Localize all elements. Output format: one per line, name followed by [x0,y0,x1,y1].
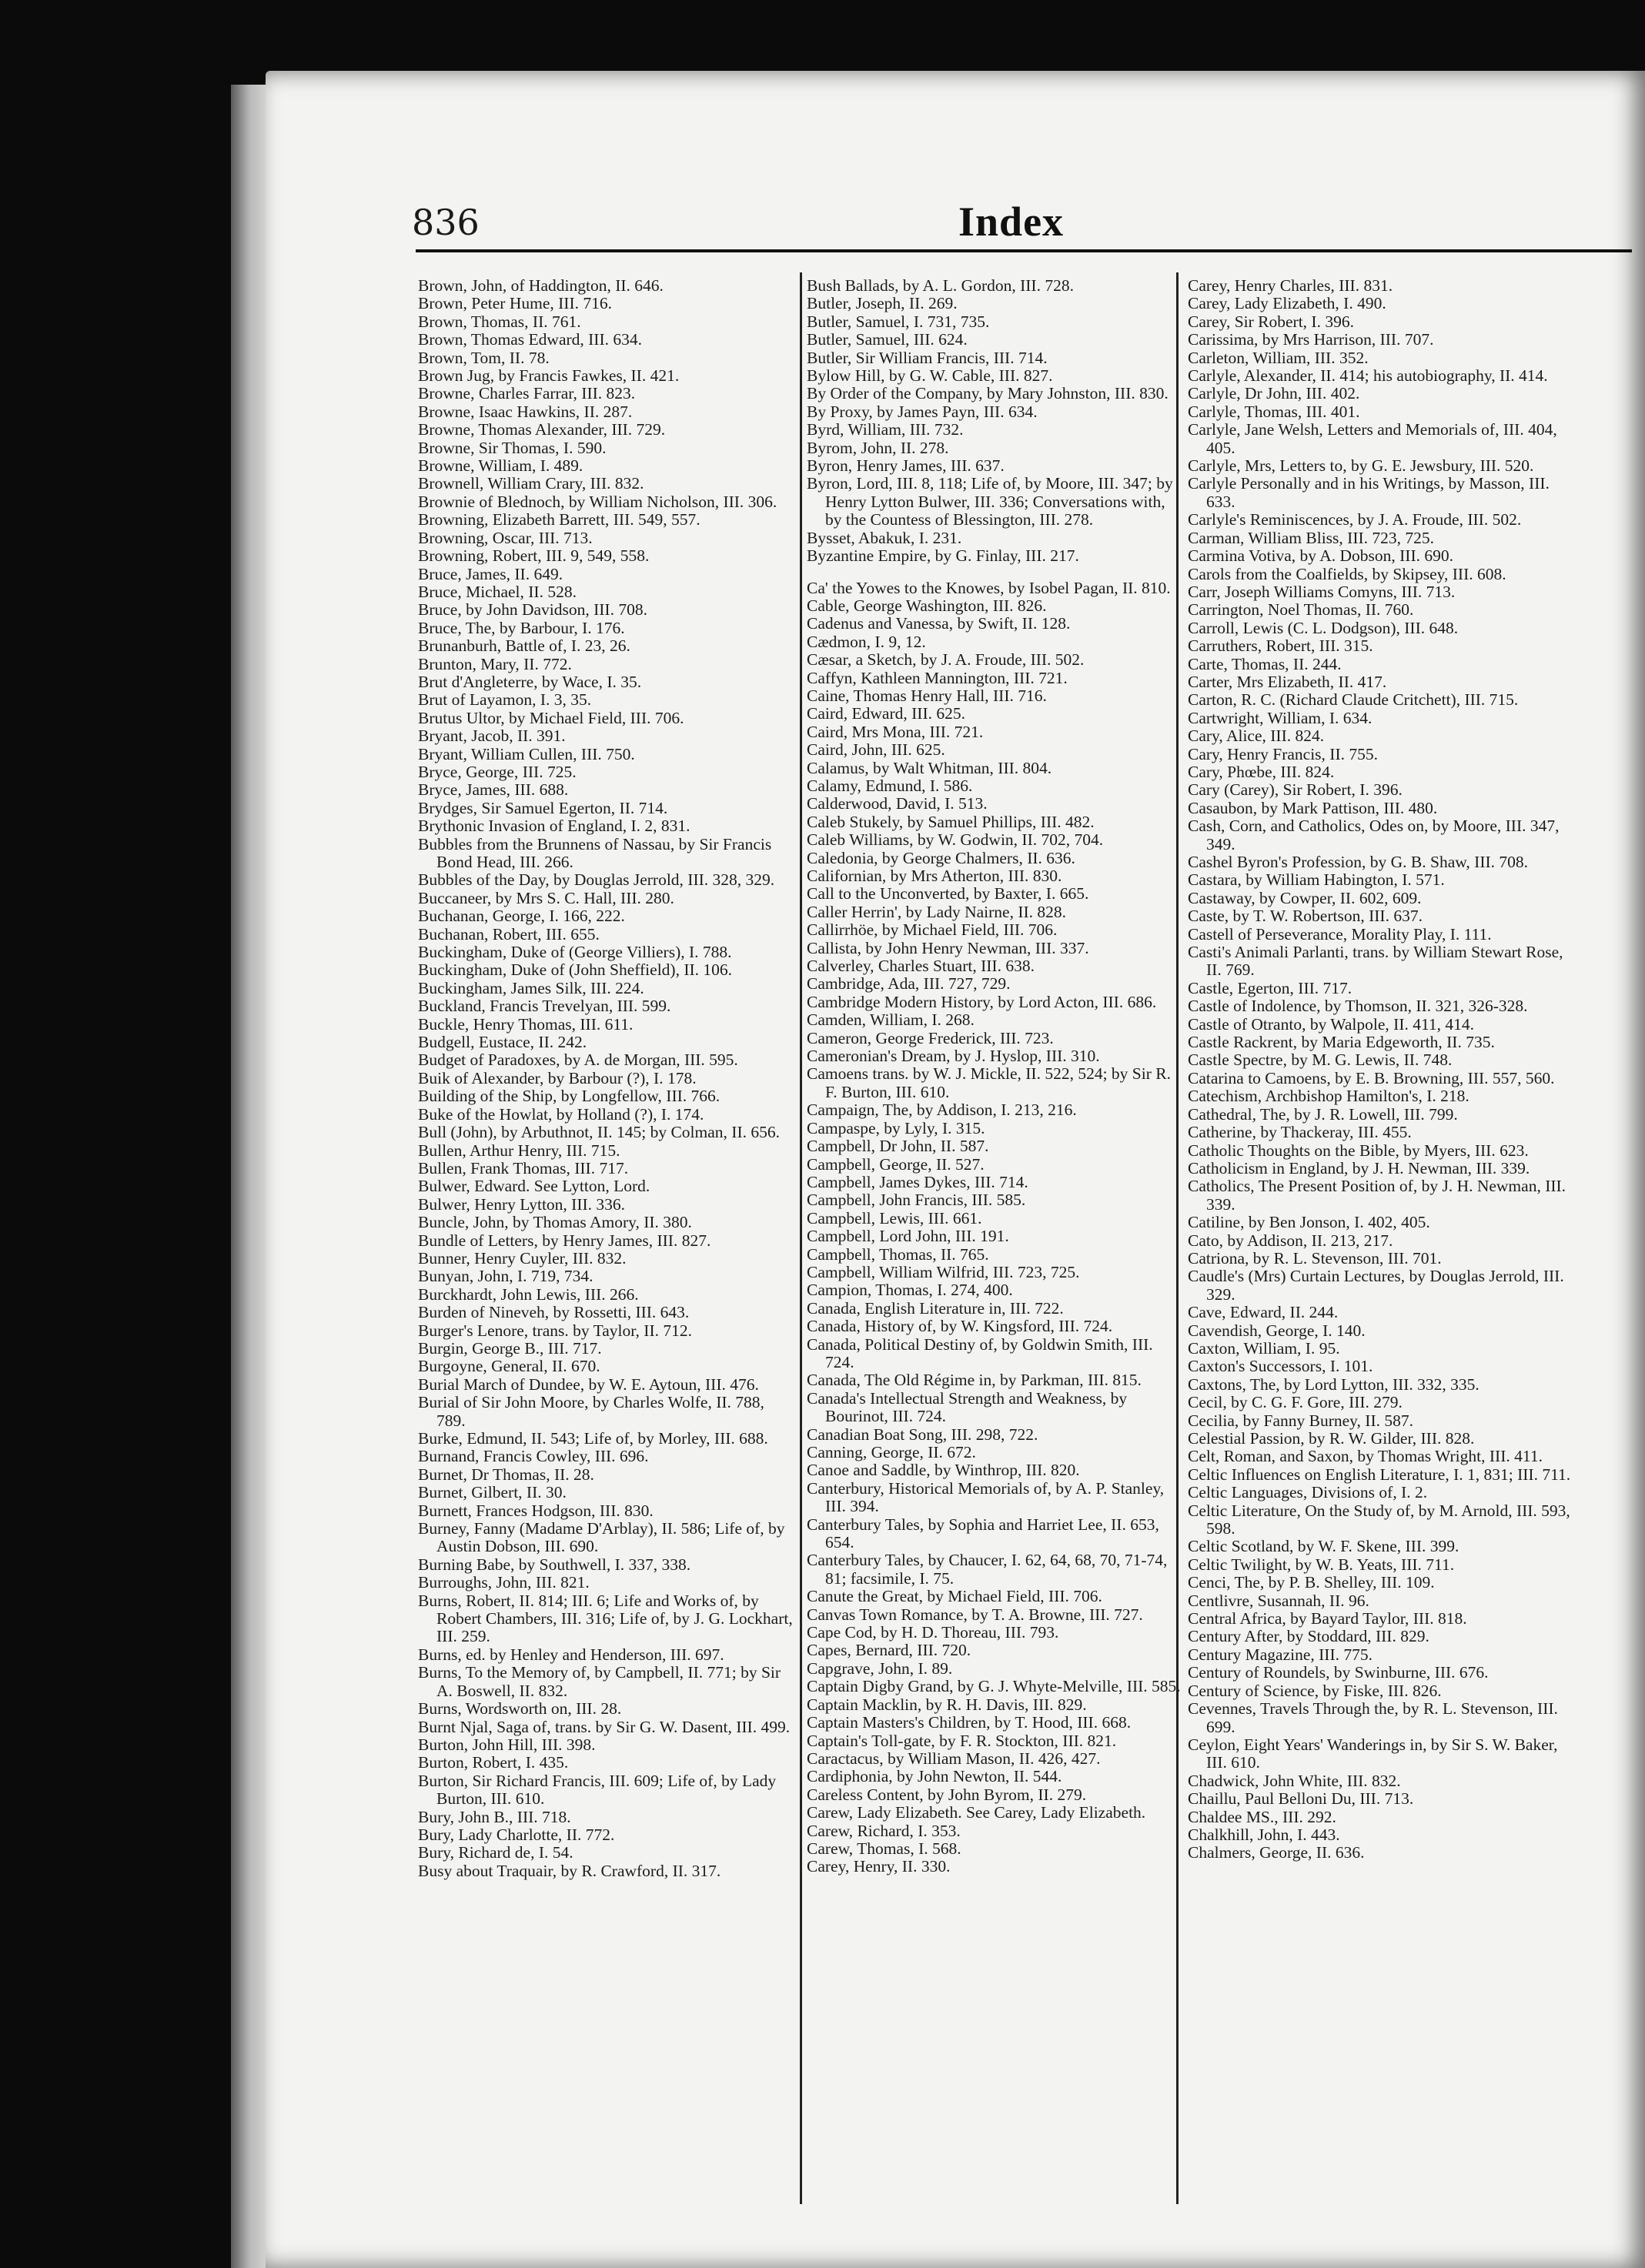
index-entry: Burial March of Dundee, by W. E. Aytoun, III. 476. [418,1374,759,1394]
index-entry: Celtic Twilight, by W. B. Yeats, III. 711. [1188,1555,1455,1574]
index-entry: Bysset, Abakuk, I. 231. [807,528,962,547]
index-entry: Campbell, William Wilfrid, III. 723, 725. [807,1262,1080,1281]
index-entry: Castaway, by Cowper, II. 602, 609. [1188,888,1422,907]
index-entry: Cary, Alice, III. 824. [1188,726,1325,746]
index-entry: Cædmon, I. 9, 12. [807,632,926,651]
index-entry: Carman, William Bliss, III. 723, 725. [1188,528,1435,547]
index-entry: Celtic Literature, On the Study of, by M. Arnold, III. 593, 598. [1188,1501,1570,1538]
index-entry: Castle, Egerton, III. 717. [1188,978,1352,997]
section-gap [807,566,1184,580]
index-entry: Carey, Sir Robert, I. 396. [1188,312,1354,331]
index-entry: Bunyan, John, I. 719, 734. [418,1267,593,1286]
index-entry: Central Africa, by Bayard Taylor, III. 818. [1188,1609,1467,1628]
index-entry: Cary, Henry Francis, II. 755. [1188,744,1378,763]
index-entry: Campbell, George, II. 527. [807,1154,985,1174]
index-entry: Canada, Political Destiny of, by Goldwin Smith, III. 724. [807,1334,1153,1371]
index-entry: Burney, Fanny (Madame D'Arblay), II. 586; Life of, by Austin Dobson, III. 690. [418,1519,785,1556]
index-entry: Campaign, The, by Addison, I. 213, 216. [807,1101,1077,1120]
index-entry: Calderwood, David, I. 513. [807,794,988,813]
index-entry: Callista, by John Henry Newman, III. 337. [807,938,1089,957]
index-entry: Canada, The Old Régime in, by Parkman, III. 815. [807,1371,1142,1390]
index-entry: Campbell, John Francis, III. 585. [807,1191,1026,1210]
index-entry: Byron, Lord, III. 8, 118; Life of, by Moore, III. 347; by Henry Lytton Bulwer, III. 336; Conversations with, by the Countess of Blessington, III. 278. [807,474,1173,529]
index-entry: Burial of Sir John Moore, by Charles Wolfe, II. 788, 789. [418,1393,764,1430]
index-entry: Budgell, Eustace, II. 242. [418,1033,587,1052]
index-entry: Brown, Thomas Edward, III. 634. [418,330,642,349]
index-entry: Burnet, Gilbert, II. 30. [418,1483,567,1502]
index-entry: Cameron, George Frederick, III. 723. [807,1028,1054,1047]
index-entry: Canada, History of, by W. Kingsford, III. 724. [807,1317,1113,1336]
index-entry: Callirrhöe, by Michael Field, III. 706. [807,920,1058,940]
index-entry: Caudle's (Mrs) Curtain Lectures, by Douglas Jerrold, III. 329. [1188,1267,1564,1304]
index-entry: Carey, Lady Elizabeth, I. 490. [1188,294,1386,313]
index-entry: Byzantine Empire, by G. Finlay, III. 217. [807,546,1079,566]
index-entry: Browne, William, I. 489. [418,456,583,476]
index-entry: Calamus, by Walt Whitman, III. 804. [807,758,1052,777]
index-entry: Buke of the Howlat, by Holland (?), I. 174. [418,1104,704,1124]
index-entry: Bullen, Frank Thomas, III. 717. [418,1158,629,1177]
index-entry: Caleb Williams, by W. Godwin, II. 702, 704. [807,830,1104,850]
index-entry: Burns, ed. by Henley and Henderson, III. 697. [418,1645,724,1664]
index-entry: Butler, Sir William Francis, III. 714. [807,348,1048,367]
index-entry: Capes, Bernard, III. 720. [807,1641,971,1660]
index-entry: Catiline, by Ben Jonson, I. 402, 405. [1188,1213,1430,1232]
index-entry: Burnt Njal, Saga of, trans. by Sir G. W. Dasent, III. 499. [418,1717,791,1736]
index-entry: Canning, George, II. 672. [807,1443,976,1461]
index-entry: Bubbles of the Day, by Douglas Jerrold, III. 328, 329. [418,870,775,890]
index-entry: Buccaneer, by Mrs S. C. Hall, III. 280. [418,888,674,907]
index-entry: Campbell, Lord John, III. 191. [807,1227,1009,1246]
index-entry: Canada's Intellectual Strength and Weakness, by Bourinot, III. 724. [807,1388,1128,1426]
index-entry: Carey, Henry Charles, III. 831. [1188,276,1393,295]
index-entry: Catholics, The Present Position of, by J. H. Newman, III. 339. [1188,1177,1566,1214]
index-entry: Caxton's Successors, I. 101. [1188,1357,1373,1376]
index-entry: Carew, Thomas, I. 568. [807,1839,961,1858]
index-entry: Burns, To the Memory of, by Campbell, II. 771; by Sir A. Boswell, II. 832. [418,1663,781,1700]
index-entry: Caleb Stukely, by Samuel Phillips, III. 482. [807,812,1095,831]
index-entry: Brythonic Invasion of England, I. 2, 831. [418,817,690,836]
index-entry: Butler, Samuel, III. 624. [807,330,968,349]
index-entry: Burden of Nineveh, by Rossetti, III. 643. [418,1303,690,1322]
index-entry: Burroughs, John, III. 821. [418,1573,590,1592]
index-entry: Carmina Votiva, by A. Dobson, III. 690. [1188,546,1453,566]
index-entry: Burnet, Dr Thomas, II. 28. [418,1465,594,1484]
index-entry: Bylow Hill, by G. W. Cable, III. 827. [807,366,1053,386]
index-entry: Carr, Joseph Williams Comyns, III. 713. [1188,582,1456,601]
index-entry: Buckle, Henry Thomas, III. 611. [418,1014,634,1034]
index-entry: Cecil, by C. G. F. Gore, III. 279. [1188,1393,1403,1412]
header-rule [416,249,1632,252]
index-entry: Brydges, Sir Samuel Egerton, II. 714. [418,798,668,817]
index-entry: Butler, Samuel, I. 731, 735. [807,312,990,331]
index-entry: Caird, Edward, III. 625. [807,704,965,723]
index-entry: Centlivre, Susannah, II. 96. [1188,1591,1369,1610]
index-entry: Cevennes, Travels Through the, by R. L. Stevenson, III. 699. [1188,1699,1558,1736]
index-entry: Californian, by Mrs Atherton, III. 830. [807,867,1062,885]
index-entry: Carlyle Personally and in his Writings, by Masson, III. 633. [1188,474,1550,511]
index-column-1 [418,277,795,1880]
index-entry: Cambridge, Ada, III. 727, 729. [807,974,1011,994]
index-entry: Castell of Perseverance, Morality Play, I. 111. [1188,924,1492,944]
index-entry: Celtic Scotland, by W. F. Skene, III. 399. [1188,1537,1459,1556]
index-entry: Carrington, Noel Thomas, II. 760. [1188,600,1414,620]
index-entry: Canoe and Saddle, by Winthrop, III. 820. [807,1461,1080,1480]
index-entry: Bryant, Jacob, II. 391. [418,726,566,746]
index-entry: Cavendish, George, I. 140. [1188,1321,1366,1340]
index-entry: Buckingham, Duke of (George Villiers), I. 788. [418,943,732,962]
index-entry: Busy about Traquair, by R. Crawford, II. 317. [418,1861,721,1880]
index-page [266,71,1645,2268]
index-entry: Calverley, Charles Stuart, III. 638. [807,957,1035,976]
index-column-3 [1188,277,1573,1862]
index-entry: Caine, Thomas Henry Hall, III. 716. [807,686,1047,705]
index-entry: Bruce, James, II. 649. [418,564,563,583]
index-entry: Cambridge Modern History, by Lord Acton, III. 686. [807,992,1157,1011]
index-entry: Bulwer, Henry Lytton, III. 336. [418,1194,626,1214]
index-entry: Bryant, William Cullen, III. 750. [418,744,635,763]
index-entry: Calamy, Edmund, I. 586. [807,776,973,795]
index-entry: Butler, Joseph, II. 269. [807,294,958,313]
index-entry: Carte, Thomas, II. 244. [1188,654,1342,673]
index-entry: Cenci, The, by P. B. Shelley, III. 109. [1188,1573,1435,1592]
index-entry: Bury, Richard de, I. 54. [418,1843,573,1862]
index-entry: Burning Babe, by Southwell, I. 337, 338. [418,1555,691,1574]
index-entry: Castle of Otranto, by Walpole, II. 411, 414. [1188,1014,1475,1034]
index-entry: Carleton, William, III. 352. [1188,348,1369,367]
index-entry: Chadwick, John White, III. 832. [1188,1771,1401,1790]
index-entry: Bury, Lady Charlotte, II. 772. [418,1825,615,1844]
index-entry: Carter, Mrs Elizabeth, II. 417. [1188,672,1387,691]
index-entry: Carton, R. C. (Richard Claude Critchett), III. 715. [1188,690,1519,710]
index-entry: Byron, Henry James, III. 637. [807,456,1005,476]
index-entry: Bury, John B., III. 718. [418,1807,571,1826]
index-entry: Carew, Richard, I. 353. [807,1821,961,1840]
index-entry: Brunton, Mary, II. 772. [418,654,572,673]
index-entry: Castle Rackrent, by Maria Edgeworth, II. 735. [1188,1033,1495,1052]
index-entry: Canadian Boat Song, III. 298, 722. [807,1425,1038,1444]
index-entry: Buckland, Francis Trevelyan, III. 599. [418,997,671,1016]
index-entry: Ceylon, Eight Years' Wanderings in, by Sir S. W. Baker, III. 610. [1188,1735,1558,1772]
index-entry: Celtic Influences on English Literature, I. 1, 831; III. 711. [1188,1465,1571,1484]
index-entry: Campaspe, by Lyly, I. 315. [807,1118,985,1137]
index-entry: Chaillu, Paul Belloni Du, III. 713. [1188,1789,1414,1809]
index-entry: Catarina to Camoens, by E. B. Browning, III. 557, 560. [1188,1068,1555,1087]
index-entry: Brown Jug, by Francis Fawkes, II. 421. [418,366,680,386]
index-entry: Catholic Thoughts on the Bible, by Myers, III. 623. [1188,1141,1529,1160]
index-entry: Canterbury Tales, by Sophia and Harriet Lee, II. 653, 654. [807,1515,1159,1552]
index-entry: Burns, Wordsworth on, III. 28. [418,1699,622,1719]
index-entry: Bubbles from the Brunnens of Nassau, by Sir Francis Bond Head, III. 266. [418,834,772,871]
index-entry: Carruthers, Robert, III. 315. [1188,636,1373,656]
index-entry: Campbell, James Dykes, III. 714. [807,1172,1028,1191]
index-entry: Carissima, by Mrs Harrison, III. 707. [1188,330,1434,349]
index-entry: Captain Macklin, by R. H. Davis, III. 829. [807,1695,1087,1714]
index-entry: Casaubon, by Mark Pattison, III. 480. [1188,798,1438,817]
index-entry: Celtic Languages, Divisions of, I. 2. [1188,1483,1428,1502]
index-entry: Campion, Thomas, I. 274, 400. [807,1281,1013,1300]
index-entry: Building of the Ship, by Longfellow, III. 766. [418,1087,721,1106]
index-entry: Carlyle, Alexander, II. 414; his autobiography, II. 414. [1188,366,1548,386]
index-entry: Brut d'Angleterre, by Wace, I. 35. [418,672,642,691]
index-entry: Capgrave, John, I. 89. [807,1658,953,1678]
index-entry: Bullen, Arthur Henry, III. 715. [418,1141,620,1160]
index-entry: Cardiphonia, by John Newton, II. 544. [807,1767,1062,1786]
index-entry: Canterbury Tales, by Chaucer, I. 62, 64, 68, 70, 71-74, 81; facsimile, I. 75. [807,1551,1168,1588]
index-entry: Cartwright, William, I. 634. [1188,708,1373,727]
index-entry: Castle Spectre, by M. G. Lewis, II. 748. [1188,1050,1453,1070]
page-number: 836 [412,202,480,243]
index-entry: Chalmers, George, II. 636. [1188,1843,1365,1862]
index-entry: Burton, Robert, I. 435. [418,1753,569,1772]
index-entry: Buncle, John, by Thomas Amory, II. 380. [418,1213,692,1232]
index-entry: Cecilia, by Fanny Burney, II. 587. [1188,1411,1413,1430]
index-entry: Bundle of Letters, by Henry James, III. 827. [418,1231,711,1250]
index-entry: Cæsar, a Sketch, by J. A. Froude, III. 502. [807,650,1085,670]
index-entry: Carols from the Coalfields, by Skipsey, III. 608. [1188,564,1506,583]
index-entry: Carlyle, Jane Welsh, Letters and Memorials of, III. 404, 405. [1188,420,1557,457]
index-entry: Century of Science, by Fiske, III. 826. [1188,1681,1442,1700]
index-entry: Catriona, by R. L. Stevenson, III. 701. [1188,1248,1442,1268]
index-entry: Burnett, Frances Hodgson, III. 830. [418,1501,654,1520]
index-entry: Caste, by T. W. Robertson, III. 637. [1188,907,1423,926]
index-entry: Campbell, Lewis, III. 661. [807,1208,982,1228]
index-entry: Burton, Sir Richard Francis, III. 609; Life of, by Lady Burton, III. 610. [418,1771,777,1809]
index-entry: Cary, Phœbe, III. 824. [1188,762,1335,781]
index-entry: Century of Roundels, by Swinburne, III. 676. [1188,1663,1489,1682]
index-entry: Century Magazine, III. 775. [1188,1645,1373,1664]
index-entry: Bruce, by John Davidson, III. 708. [418,600,647,620]
index-entry: Castle of Indolence, by Thomson, II. 321, 326-328. [1188,997,1528,1016]
index-entry: Burgoyne, General, II. 670. [418,1357,600,1376]
index-entry: Captain's Toll-gate, by F. R. Stockton, III. 821. [807,1731,1117,1750]
index-entry: Byrd, William, III. 732. [807,420,964,439]
index-entry: Caxtons, The, by Lord Lytton, III. 332, 335. [1188,1374,1479,1394]
index-entry: Captain Masters's Children, by T. Hood, III. 668. [807,1713,1132,1732]
index-entry: Burke, Edmund, II. 543; Life of, by Morley, III. 688. [418,1429,768,1448]
index-entry: By Order of the Company, by Mary Johnston, III. 830. [807,384,1169,403]
index-entry: Carlyle, Thomas, III. 401. [1188,402,1360,421]
index-entry: Captain Digby Grand, by G. J. Whyte-Melville, III. 585. [807,1677,1181,1696]
index-entry: Burgin, George B., III. 717. [418,1338,602,1358]
index-entry: Cadenus and Vanessa, by Swift, II. 128. [807,614,1071,633]
index-entry: Canvas Town Romance, by T. A. Browne, III. 727. [807,1605,1143,1624]
index-entry: Call to the Unconverted, by Baxter, I. 665. [807,884,1089,904]
index-entry: Buchanan, George, I. 166, 222. [418,907,625,926]
index-entry: Brownie of Blednoch, by William Nicholson, III. 306. [418,492,777,511]
index-entry: Carroll, Lewis (C. L. Dodgson), III. 648. [1188,618,1459,637]
index-entry: Browne, Isaac Hawkins, II. 287. [418,402,633,421]
index-entry: Buckingham, Duke of (John Sheffield), II. 106. [418,960,733,980]
index-entry: Browning, Elizabeth Barrett, III. 549, 557. [418,510,700,529]
index-entry: Carlyle, Mrs, Letters to, by G. E. Jewsbury, III. 520. [1188,456,1534,476]
index-entry: Burger's Lenore, trans. by Taylor, II. 712. [418,1321,692,1340]
index-entry: Carlyle's Reminiscences, by J. A. Froude, III. 502. [1188,510,1522,529]
index-entry: Burns, Robert, II. 814; III. 6; Life and Works of, by Robert Chambers, III. 316; Life of, by J. G. Lockhart, III. 259. [418,1591,793,1646]
index-entry: Bruce, The, by Barbour, I. 176. [418,618,625,637]
column-divider [800,272,802,2204]
index-entry: Caird, John, III. 625. [807,740,945,760]
index-entry: Catherine, by Thackeray, III. 455. [1188,1123,1412,1142]
index-entry: Ca' the Yowes to the Knowes, by Isobel Pagan, II. 810. [807,578,1171,597]
index-entry: Bulwer, Edward. See Lytton, Lord. [418,1177,650,1196]
index-entry: Careless Content, by John Byrom, II. 279. [807,1785,1087,1804]
index-entry: Cary (Carey), Sir Robert, I. 396. [1188,780,1403,800]
index-entry: Burckhardt, John Lewis, III. 266. [418,1284,639,1304]
index-entry: Bryce, James, III. 688. [418,780,569,800]
index-entry: Catechism, Archbishop Hamilton's, I. 218. [1188,1087,1469,1106]
index-entry: Catholicism in England, by J. H. Newman, III. 339. [1188,1158,1530,1177]
index-entry: Bunner, Henry Cuyler, III. 832. [418,1248,627,1268]
index-entry: Brown, John, of Haddington, II. 646. [418,276,664,295]
index-entry: Camoens trans. by W. J. Mickle, II. 522, 524; by Sir R. F. Burton, III. 610. [807,1064,1171,1101]
index-entry: Browne, Thomas Alexander, III. 729. [418,420,666,439]
index-entry: Carew, Lady Elizabeth. See Carey, Lady Elizabeth. [807,1803,1146,1822]
index-entry: Caractacus, by William Mason, II. 426, 427. [807,1749,1101,1768]
index-entry: Brown, Peter Hume, III. 716. [418,294,612,313]
index-entry: Buik of Alexander, by Barbour (?), I. 178. [418,1068,697,1087]
index-entry: Brown, Tom, II. 78. [418,348,550,367]
index-entry: Chalkhill, John, I. 443. [1188,1825,1340,1844]
index-entry: Cameronian's Dream, by J. Hyslop, III. 310. [807,1047,1100,1066]
index-entry: Cape Cod, by H. D. Thoreau, III. 793. [807,1623,1059,1642]
index-entry: Canute the Great, by Michael Field, III. 706. [807,1587,1102,1606]
index-entry: Bush Ballads, by A. L. Gordon, III. 728. [807,276,1074,295]
index-entry: Caffyn, Kathleen Mannington, III. 721. [807,668,1068,687]
index-entry: Casti's Animali Parlanti, trans. by William Stewart Rose, II. 769. [1188,943,1563,980]
index-entry: Browning, Robert, III. 9, 549, 558. [418,546,650,566]
index-entry: Bryce, George, III. 725. [418,762,577,781]
index-entry: Carlyle, Dr John, III. 402. [1188,384,1360,403]
index-entry: Burnand, Francis Cowley, III. 696. [418,1447,649,1466]
index-entry: Brutus Ultor, by Michael Field, III. 706. [418,708,684,727]
page-title: Index [958,199,1065,245]
index-entry: Cable, George Washington, III. 826. [807,596,1047,615]
index-entry: Chaldee MS., III. 292. [1188,1807,1336,1826]
index-entry: Cash, Corn, and Catholics, Odes on, by Moore, III. 347, 349. [1188,817,1560,853]
index-entry: Canada, English Literature in, III. 722. [807,1298,1064,1318]
index-column-2 [807,277,1184,1876]
index-entry: Canterbury, Historical Memorials of, by A. P. Stanley, III. 394. [807,1478,1165,1516]
index-entry: Brunanburh, Battle of, I. 23, 26. [418,636,630,656]
index-entry: Byrom, John, II. 278. [807,438,949,457]
index-entry: Caird, Mrs Mona, III. 721. [807,722,984,741]
index-entry: Brown, Thomas, II. 761. [418,312,581,331]
index-entry: Cave, Edward, II. 244. [1188,1303,1339,1322]
index-entry: Bruce, Michael, II. 528. [418,582,577,601]
index-entry: Buchanan, Robert, III. 655. [418,924,600,944]
index-entry: Burton, John Hill, III. 398. [418,1735,596,1754]
index-entry: Buckingham, James Silk, III. 224. [418,978,644,997]
index-entry: Budget of Paradoxes, by A. de Morgan, III. 595. [418,1050,738,1070]
index-entry: Browning, Oscar, III. 713. [418,528,593,547]
index-entry: Brut of Layamon, I. 3, 35. [418,690,592,710]
index-entry: Cashel Byron's Profession, by G. B. Shaw, III. 708. [1188,853,1529,871]
index-entry: Caledonia, by George Chalmers, II. 636. [807,848,1075,867]
index-entry: Bull (John), by Arbuthnot, II. 145; by Colman, II. 656. [418,1123,780,1142]
index-entry: Celt, Roman, and Saxon, by Thomas Wright, III. 411. [1188,1447,1543,1466]
index-entry: Cato, by Addison, II. 213, 217. [1188,1231,1393,1250]
index-entry: Camden, William, I. 268. [807,1010,975,1030]
index-entry: Castara, by William Habington, I. 571. [1188,870,1445,890]
index-entry: Browne, Sir Thomas, I. 590. [418,438,607,457]
index-entry: Campbell, Thomas, II. 765. [807,1244,989,1264]
index-entry: Caxton, William, I. 95. [1188,1338,1340,1358]
index-entry: By Proxy, by James Payn, III. 634. [807,402,1038,421]
index-entry: Campbell, Dr John, II. 587. [807,1137,989,1156]
index-entry: Browne, Charles Farrar, III. 823. [418,384,636,403]
index-entry: Brownell, William Crary, III. 832. [418,474,644,493]
index-entry: Carey, Henry, II. 330. [807,1857,951,1876]
index-entry: Celestial Passion, by R. W. Gilder, III. 828. [1188,1429,1475,1448]
index-entry: Cathedral, The, by J. R. Lowell, III. 799. [1188,1104,1458,1124]
index-entry: Caller Herrin', by Lady Nairne, II. 828. [807,902,1067,921]
index-entry: Century After, by Stoddard, III. 829. [1188,1627,1429,1646]
